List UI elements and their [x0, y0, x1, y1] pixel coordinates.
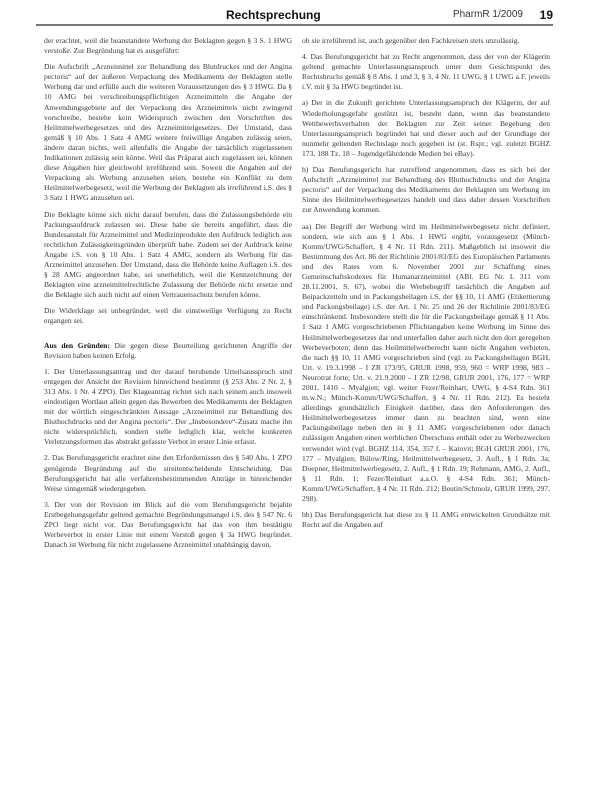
paragraph-text: bb) Das Berufungsgericht hat diese zu § 11 AMG entwickelten Grundsätze mit Recht auf die Angaben auf — [302, 510, 550, 530]
paragraph-text: Die gegen diese Beurteilung gerichteten Angriffe der Revision haben keinen Erfolg. — [44, 340, 292, 360]
body-paragraph — [44, 306, 292, 326]
paragraph-text: Die Aufschrift „Arzneimittel zur Behandlung des Blutdruckes und der Angina pectoris“ auf der äußeren Verpackung des Medikaments der Beklagten stelle Werbung dar und erfülle auch die weiteren Voraussetzungen des § 3 HWG. Da § 10 AMG bei verschreibungspflichtigen Arzneimitteln die Angabe der Anwendungsgebiete auf der Verpackung des Arzneimittels nicht zwingend vorschreibe, bestehe kein Widerspruch zwischen den Vorschriften des Heilmittelwerbegesetzes und des Arzneimittelgesetzes. Der Umstand, dass gemäß § 10 Abs. 1 Satz 4 AMG weitere freiwillige Angaben zulässig seien, ändere daran nichts, weil allenfalls die Angabe der tatsächlich zugelassenen Indikationen zulässig sein könne. Weil das Präparat auch zugelassen sei, können diese Angaben hier gleichwohl irreführend sein. Soweit die Angaben auf der Verpackung als Werbung anzusehen seien, bestehe ein Konflikt zu dem Heilmittelwerbegesetz, weil die Werbung der Beklagten als irreführend i.S. des § 3 Satz 1 HWG anzusehen sei. — [44, 62, 292, 203]
body-paragraph — [44, 36, 292, 56]
running-header — [0, 0, 589, 40]
paragraph-text: 1. Der Unterlassungsantrag und der darauf beruhende Urteilsausspruch sind entgegen der Ansicht der Revision hinreichend bestimmt (§ 253 Abs. 2 Nr. 2, § 313 Abs. 1 Nr. 4 ZPO). Der Klageantrag richtet sich nach seinem auch insoweit eindeutigen Wortlaut allein gegen das Bewerben des Medikaments der Beklagten mit der wörtlich eingeschränkten Aussage „Arzneimittel zur Behandlung des Bluthochdrucks und der Angina pectoris“. Der „Insbesondere“-Zusatz mache ihn nicht widersprüchlich, sondern stelle lediglich klar, welche konkreten Verletzungsformen das abstrakt gefasste Verbot in erster Linie erfasst. — [44, 366, 292, 447]
paragraph-text: der erachtet, weil die beanstandete Werbung der Beklagten gegen § 3 S. 1 HWG verstoße. Zur Begründung hat es ausgeführt: — [44, 36, 292, 56]
paragraph-text: aa) Der Begriff der Werbung wird im Heilmittelwerbegesetz nicht definiert, sondern, wie sich aus § 1 Abs. 1 HWG ergibt, vorausgesetzt (Münch-Komm/UWG/Schaffert, § 4 Nr. 11 Rdn. 211). Maßgeblich ist insoweit die Bestimmung des Art. 86 der Richtlinie 2001/83/EG des Europäischen Parlaments und des Rates vom 6. November 2001 zur Schaffung eines Gemeinschaftskodexes für Humanarzneimittel (ABl. EG Nr. L 311 vom 28.11.2001, S. 67), wobei die Werbebegriff tatsächlich die Angaben auf Beipackzetteln und in Packungsbeilagen i.S. der §§ 10, 11 AMG (Etikettierung und Packungsbeilage) i.S. der Art. 1 Nr. 25 und 26 der Richtlinie 2001/83/EG einschränkend. Insbesondere stellt die für die Packungsbeilage gemäß § 11 Abs. 1 Satz 1 AMG vorgeschriebenen Pflichtangaben keine Werbung im Sinne des Heilmittelwerbegesetzes dar und unterfallen daher auch nicht den dort geregelten Werbeverboten; denn das Heilmittelwerberecht kann nicht Angaben verbieten, die nach §§ 10, 11 AMG vorgeschrieben sind (vgl. zu Packungsbeilagen BGH, Urt. v. 19.3.1998 – I ZR 173/95, GRUR 1998, 959, 960 = WRP 1998, 983 – Neurotrat forte; Urt. v. 21.9.2000 – I ZR 12/98, GRUR 2001, 176, 177 = WRP 2001, 1410 – Myalgien; vgl. weiter Fezer/Reinhart, UWG, § 4-S4 Rdn. 361 m.w.N.; Münch-Komm/UWG/Schaffert, § 4 Nr. 11 Rdn. 212). Es besteht allerdings grundsätzlich Einigkeit darüber, dass den Anforderungen des Heilmittelwerbegesetzes immer dann zu beachten sind, wenn eine Packungsbeilage neben den in § 11 AMG vorgeschriebenen oder danach zulässigen Angaben einen werblichen Überschuss enthält oder zu Werbezwecken verwendet wird (vgl. BGHZ 114, 354, 357 f. – Katovit; BGH GRUR 2001, 176, 177 – Myalgien; Bülow/Ring, Heilmittelwerbegesetz, 3. Aufl., § 1 Rdn. 3a; Doepner, Heilmittelwerbegesetz, 2. Aufl., § 1 Rdn. 19; Rehmann, AMG, 2. Aufl., § 11 Rdn. 1; Fezer/Reinhart a.a.O. § 4-S4 Rdn. 361; Münch-Komm/UWG/Schaffert, § 4 Nr. 11 Rdn. 212; Beutin/Schmolz, GRUR 1999, 297, 298). — [302, 221, 550, 504]
paragraph-text: 3. Der von der Revision im Blick auf die vom Berufungsgericht bejahte Erstbegehungsgefahr geltend gemachte Begründungsmangel i.S. des § 547 Nr. 6 ZPO liegt nicht vor. Das Berufungsgericht hat das von ihm bestätigte Werbeverbot in erster Linie mit einem Verstoß gegen § 3a HWG begründet. Danach ist Werbung für nicht zugelassene Arzneimittel unabhängig davon, — [44, 499, 292, 550]
body-paragraph — [302, 36, 550, 46]
body-paragraph — [44, 62, 292, 203]
body-paragraph — [302, 98, 550, 159]
paragraph-text: ob sie irreführend ist, auch gegenüber den Fachkreisen stets unzulässig. — [302, 36, 520, 45]
body-paragraph — [44, 500, 292, 550]
journal-citation: PharmR 1/2009 — [452, 9, 523, 20]
paragraph-text: 2. Das Berufungsgericht erachtet eine den Erfordernissen des § 540 Abs. 1 ZPO genügende Begründung auf die streitentscheidende Entscheidung. Das Berufungsgericht hat alle verfahrensbestimmenden Anträge in hinreichender Weise sinngemäß wiedergegeben. — [44, 453, 292, 493]
section-title: Rechtsprechung — [220, 8, 327, 22]
body-paragraph — [302, 510, 550, 530]
body-paragraph — [44, 210, 292, 301]
body-paragraph — [302, 222, 550, 505]
page-number: 19 — [539, 8, 553, 22]
paragraph-lead: Aus den Gründen: — [44, 340, 110, 350]
body-paragraph — [44, 341, 292, 361]
paragraph-text: Die Beklagte könne sich nicht darauf berufen, dass die Zulassungsbehörde ein Packungsaufdruck zulassen sei. Diese habe sie bereits angeführt, dass die Bundesanstalt für Arzneimittel und Medizinprodukte den Aufdruck lediglich aus rechtlichen Zulässigkeitsgründen überprüft habe. Zudem sei der Aufdruck keine Angabe i.S. von § 10 Abs. 1 Satz 4 AMG, sondern als Werbung für das Arzneimittel anzusehen. Der Umstand, dass die Behörde keine Auflagen i.S. des § 28 AMG angeordnet habe, sei unerheblich, weil die Kennzeichnung der Beklagten eine arzneimittelrechtliche Zulassung der Behörde nicht ersetze und die Beklagte sich auch nicht auf einen Vertrauensschutz berufen könne. — [44, 209, 292, 300]
paragraph-text: a) Der in die Zukunft gerichtete Unterlassungsanspruch der Klägerin, der auf Wiederholungsgefahr gestützt ist, besteht dann, wenn das beanstandete Wettbewerbsverhalten der Beklagten zur Zeit seiner Begehung den Unterlassungsanspruch begründet hat und dieser auch auf der Grundlage der nunmehr geltenden Rechtslage noch gegeben ist (st. Rspr.; vgl. zuletzt BGHZ 173, 188 Tz. 18 – Jugendgefährdende Medien bei eBay). — [302, 98, 550, 158]
header-rule — [36, 24, 553, 26]
paragraph-text: Die Widerklage sei unbegründet, weil die einstweilige Verfügung zu Recht ergangen sei. — [44, 306, 292, 326]
left-text-column — [44, 36, 292, 792]
right-text-column — [302, 36, 550, 792]
paragraph-text: 4. Das Berufungsgericht hat zu Recht angenommen, dass der von der Klägerin geltend gemachte Unterlassungsanspruch unter dem Gesichtspunkt des Rechtsbruchs gemäß § 8 Abs. 1 und 3, § 3, 4 Nr. 11 UWG, § 1 UWG a.F. jeweils i.V. mit § 3a HWG begründet ist. — [302, 52, 550, 92]
body-paragraph — [44, 453, 292, 493]
body-paragraph — [44, 367, 292, 448]
paragraph-text: b) Das Berufungsgericht hat zutreffend angenommen, dass es sich bei der Aufschrift „Arzneimittel zur Behandlung des Bluthochdrucks und der Angina pectoris“ auf der Verpackung des Medikaments der Beklagten um Werbung im Sinne des Heilmittelwerbegesetzes handelt und dass daher dessen Vorschriften zur Anwendung kommen. — [302, 165, 550, 215]
body-paragraph — [302, 165, 550, 215]
paragraph-spacer — [44, 333, 292, 341]
body-paragraph — [302, 52, 550, 92]
